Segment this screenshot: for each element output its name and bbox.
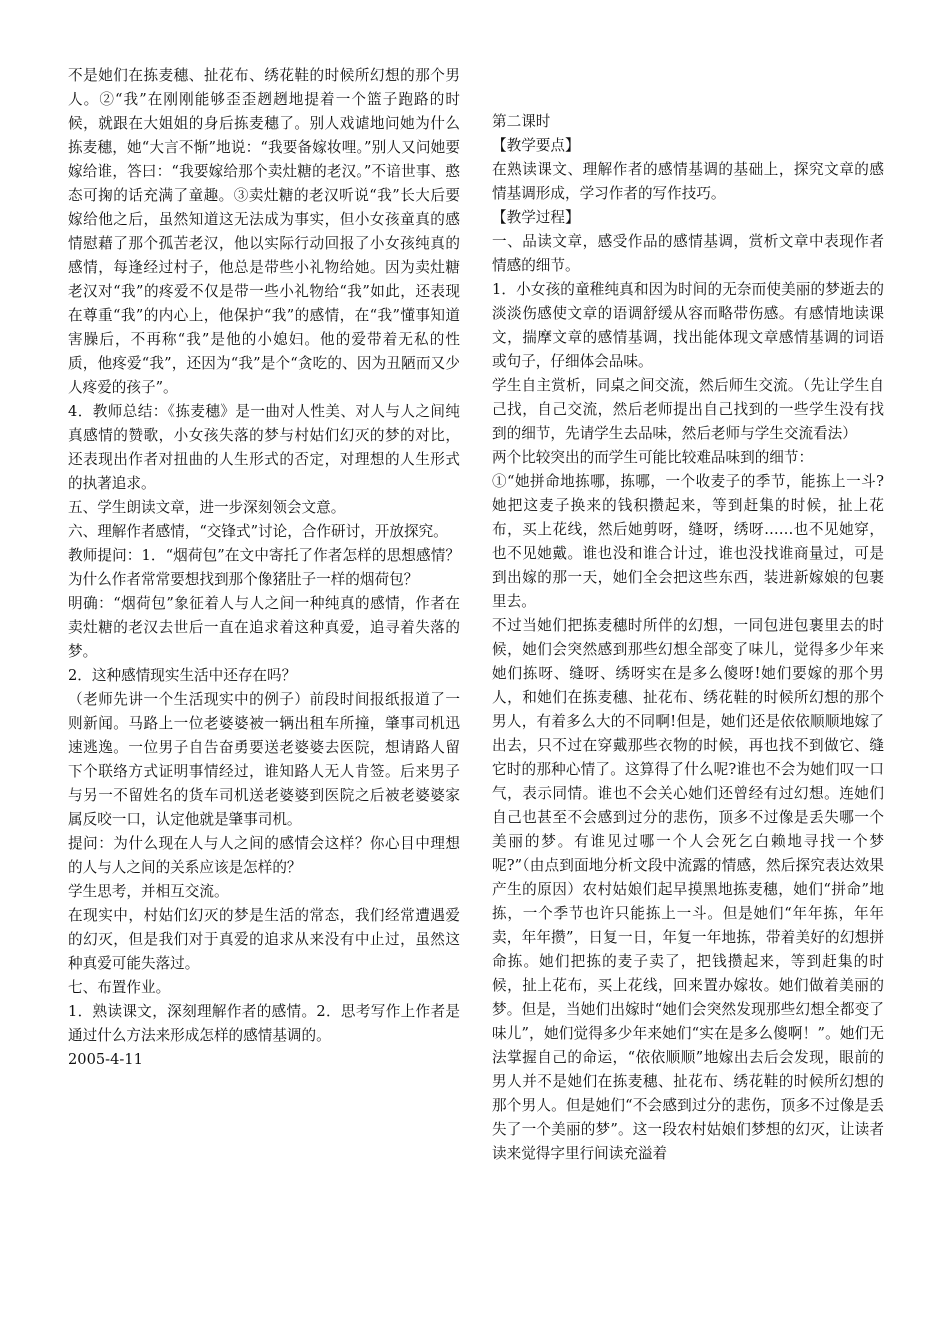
left-column bbox=[68, 64, 460, 1072]
paragraph: 一、品读文章，感受作品的感情基调，赏析文章中表现作者情感的细节。 bbox=[492, 233, 884, 274]
paragraph: 五、学生朗读文章，进一步深刻领会文意。 bbox=[68, 499, 346, 516]
paragraph: 七、布置作业。 bbox=[68, 979, 171, 996]
section-heading: 【教学要点】 bbox=[492, 137, 580, 154]
paragraph: ①“她拼命地拣哪，拣哪，一个收麦子的季节，能拣上一斗?她把这麦子换来的钱积攒起来，等到赶集的时候，扯上花布，买上花线，然后她剪呀，缝呀，绣呀……也不见她穿，也不见她戴。谁也没和谁合计过，谁也没找谁商量过，可是到出嫁的那一天，她们全会把这些东西，装进新嫁娘的包裹里去。 bbox=[492, 473, 884, 610]
paragraph: （老师先讲一个生活现实中的例子）前段时间报纸报道了一则新闻。马路上一位老婆婆被一辆出租车所撞，肇事司机迅速逃逸。一位男子自告奋勇要送老婆婆去医院，想请路人留下个联络方式证明事情经过，谁知路人无人肯签。后来男子与另一不留姓名的货车司机送老婆婆到医院之后被老婆婆家属反咬一口，认定他就是肇事司机。 bbox=[68, 691, 460, 828]
paragraph: 4．教师总结：《拣麦穗》是一曲对人性美、对人与人之间纯真感情的赞歌，小女孩失落的梦与村姑们幻灭的梦的对比，还表现出作者对扭曲的人生形式的否定，对理想的人生形式的执著追求。 bbox=[68, 403, 460, 492]
paragraph: 1．熟读课文，深刻理解作者的感情。2．思考写作上作者是通过什么方法来形成怎样的感情基调的。 bbox=[68, 1003, 460, 1044]
lesson-heading: 第二课时 bbox=[492, 113, 551, 130]
paragraph: 六、理解作者感情，“交锋式”讨论，合作研讨，开放探究。 bbox=[68, 523, 448, 540]
section-heading: 【教学过程】 bbox=[492, 209, 580, 226]
paragraph: 教师提问：1．“烟荷包”在文中寄托了作者怎样的思想感情？为什么作者常常要想找到那个像猪肚子一样的烟荷包？ bbox=[68, 547, 460, 588]
paragraph: 不是她们在拣麦穗、扯花布、绣花鞋的时候所幻想的那个男人。②“我”在刚刚能够歪歪趔趔地提着一个篮子跑路的时候，就跟在大姐姐的身后拣麦穗了。别人戏谑地问她为什么拣麦穗，她“大言不惭”地说：“我要备嫁妆哩。”别人又问她要嫁给谁，答曰：“我要嫁给那个卖灶糖的老汉。”不谙世事、憨态可掬的话充满了童趣。③卖灶糖的老汉听说“我”长大后要嫁给他之后，虽然知道这无法成为事实，但小女孩童真的感情慰藉了那个孤苦老汉，他以实际行动回报了小女孩纯真的感情，每逢经过村子，他总是带些小礼物给她。因为卖灶糖老汉对“我”的疼爱不仅是带一些小礼物给“我”如此，还表现在尊重“我”的内心上，他保护“我”的感情，在“我”懂事知道害臊后，不再称“我”是他的小媳妇。他的爱带着无私的性质，他疼爱“我”，还因为“我”是个“贪吃的、因为丑陋而又少人疼爱的孩子”。 bbox=[68, 67, 460, 396]
paragraph: 1．小女孩的童稚纯真和因为时间的无奈而使美丽的梦逝去的淡淡伤感使文章的语调舒缓从容而略带伤感。有感情地读课文，揣摩文章的感情基调，找出能体现文章感情基调的词语或句子，仔细体会品味。 bbox=[492, 281, 884, 370]
paragraph: 明确：“烟荷包”象征着人与人之间一种纯真的感情，作者在卖灶糖的老汉去世后一直在追求着这种真爱，追寻着失落的梦。 bbox=[68, 595, 460, 660]
date: 2005-4-11 bbox=[68, 1051, 143, 1068]
paragraph: 提问：为什么现在人与人之间的感情会这样？你心目中理想的人与人之间的关系应该是怎样的？ bbox=[68, 835, 460, 876]
paragraph: 不过当她们把拣麦穗时所伴的幻想，一同包进包裹里去的时候，她们会突然感到那些幻想全部变了味儿，觉得多少年来她们拣呀、缝呀、绣呀实在是多么傻呀!她们要嫁的那个男人，和她们在拣麦穗、扯花布、绣花鞋的时候所幻想的那个男人，有着多么大的不同啊!但是，她们还是依依顺顺地嫁了出去，只不过在穿戴那些衣物的时候，再也找不到做它、缝它时的那种心情了。这算得了什么呢?谁也不会为她们叹一口气，表示同情。谁也不会关心她们还曾经有过幻想。连她们自己也甚至不会感到过分的悲伤，顶多不过像是丢失哪一个美丽的梦。有谁见过哪一个人会死乞白赖地寻找一个梦呢?”（由点到面地分析文段中流露的情感，然后探究表达效果产生的原因）农村姑娘们起早摸黑地拣麦穗，她们“拼命”地拣，一个季节也许只能拣上一斗。但是她们“年年拣，年年卖，年年攒”，日复一日，年复一年地拣，带着美好的幻想拼命拣。她们把拣的麦子卖了，把钱攒起来，等到赶集的时候，扯上花布，买上花线，回来置办嫁妆。她们做着美丽的梦。但是，当她们出嫁时“她们会突然发现那些幻想全都变了味儿”，她们觉得多少年来她们“实在是多么傻啊！”。她们无法掌握自己的命运，“依依顺顺”地嫁出去后会发现，眼前的男人并不是她们在拣麦穗、扯花布、绣花鞋的时候所幻想的那个男人。但是她们“不会感到过分的悲伤，顶多不过像是丢失了一个美丽的梦”。这一段农村姑娘们梦想的幻灭，让读者读来觉得字里行间读充溢着 bbox=[492, 617, 884, 1162]
right-column bbox=[492, 110, 884, 1166]
paragraph: 在熟读课文、理解作者的感情基调的基础上，探究文章的感情基调形成，学习作者的写作技巧。 bbox=[492, 161, 884, 202]
paragraph: 2．这种感情现实生活中还存在吗？ bbox=[68, 667, 297, 684]
paragraph: 学生自主赏析，同桌之间交流，然后师生交流。（先让学生自己找，自己交流，然后老师提出自己找到的一些学生没有找到的细节，先请学生去品味，然后老师与学生交流看法） bbox=[492, 377, 884, 442]
paragraph: 在现实中，村姑们幻灭的梦是生活的常态，我们经常遭遇爱的幻灭，但是我们对于真爱的追求从来没有中止过，虽然这种真爱可能失落过。 bbox=[68, 907, 460, 972]
paragraph: 学生思考，并相互交流。 bbox=[68, 883, 229, 900]
paragraph: 两个比较突出的而学生可能比较难品味到的细节： bbox=[492, 449, 814, 466]
